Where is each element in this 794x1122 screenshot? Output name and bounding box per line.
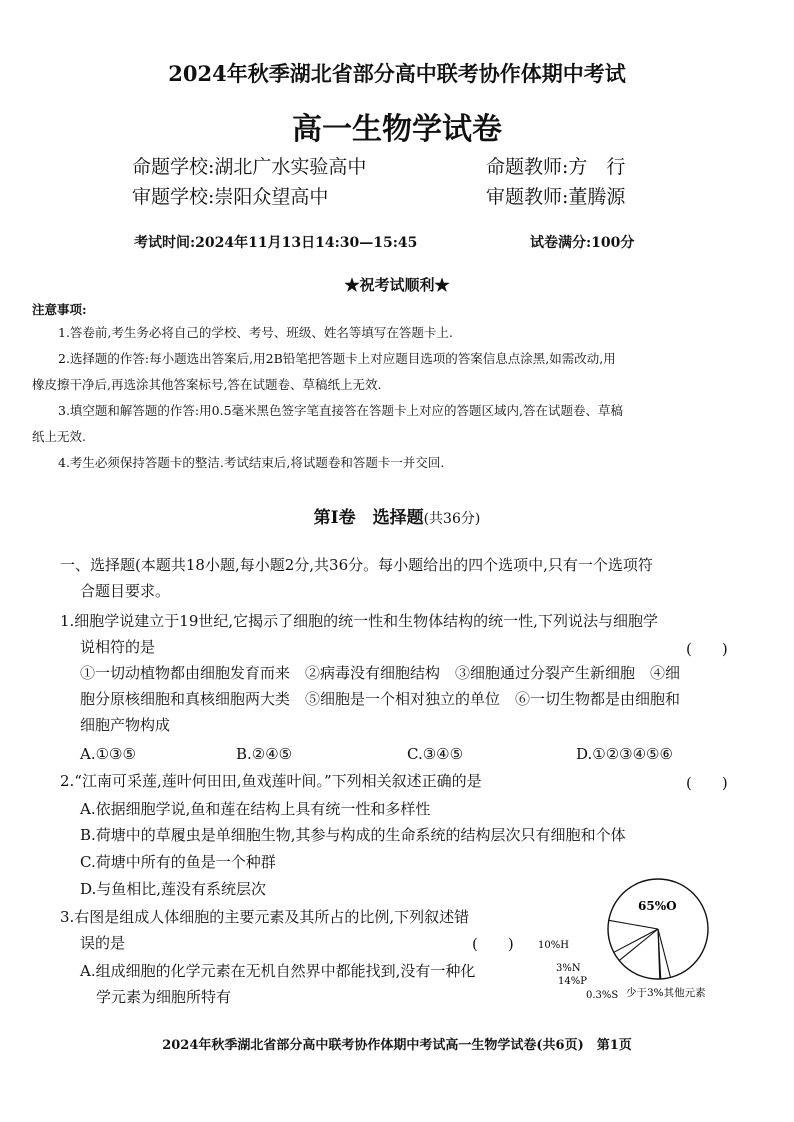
q1-option-d: D.①②③④⑤⑥ bbox=[576, 745, 673, 763]
q1-option-a: A.①③⑤ bbox=[80, 745, 136, 763]
q2-answer-paren: ( ) bbox=[686, 774, 728, 792]
notes-heading: 注意事项: bbox=[32, 302, 87, 317]
q3-stem-cont: 误的是 bbox=[80, 934, 126, 952]
q2-option-b: B.荷塘中的草履虫是单细胞生物,其参与构成的生命系统的结构层次只有细胞和个体 bbox=[80, 826, 626, 844]
q3-answer-paren: ( ) bbox=[472, 935, 514, 953]
q1-stem-cont: 说相符的是 bbox=[80, 638, 156, 656]
q2-stem: 2.“江南可采莲,莲叶何田田,鱼戏莲叶间。”下列相关叙述正确的是 bbox=[60, 772, 482, 790]
q2-option-a: A.依据细胞学说,鱼和莲在结构上具有统一性和多样性 bbox=[80, 800, 431, 818]
note-item: 1.答卷前,考生务必将自己的学校、考号、班级、姓名等填写在答题卡上. bbox=[58, 325, 453, 340]
full-score: 试卷满分:100分 bbox=[530, 235, 635, 251]
q3-stem: 3.右图是组成人体细胞的主要元素及其所占的比例,下列叙述错 bbox=[60, 908, 470, 926]
section-instructions: 一、选择题(本题共18小题,每小题2分,共36分。每小题给出的四个选项中,只有一个选项符 bbox=[60, 556, 653, 574]
q2-option-c: C.荷塘中所有的鱼是一个种群 bbox=[80, 853, 276, 871]
q1-items: ①一切动植物都由细胞发育而来 ②病毒没有细胞结构 ③细胞通过分裂产生新细胞 ④细 bbox=[80, 664, 681, 682]
q1-option-b: B.②④⑤ bbox=[236, 745, 293, 763]
pie-label-n: 3%N bbox=[556, 963, 581, 974]
section-points: (共36分) bbox=[423, 511, 481, 527]
q1-items-cont: 胞分原核细胞和真核细胞两大类 ⑤细胞是一个相对独立的单位 ⑥一切生物都是由细胞和 bbox=[80, 690, 681, 708]
note-item: 橡皮擦干净后,再选涂其他答案标号,答在试题卷、草稿纸上无效. bbox=[32, 377, 382, 392]
page-footer: 2024年秋季湖北省部分高中联考协作体期中考试高一生物学试卷(共6页) 第1页 bbox=[162, 1038, 632, 1053]
pie-label-s: 0.3%S bbox=[586, 990, 619, 1001]
exam-time: 考试时间:2024年11月13日14:30—15:45 bbox=[134, 235, 418, 251]
note-item: 3.填空题和解答题的作答:用0.5毫米黑色签字笔直接答在答题卡上对应的答题区域内,答在试题卷、草稿 bbox=[58, 403, 623, 418]
pie-label-h: 10%H bbox=[538, 940, 569, 951]
note-item: 2.选择题的作答:每小题选出答案后,用2B铅笔把答题卡上对应题目选项的答案信息点涂黑,如需改动,用 bbox=[58, 351, 616, 366]
exam-title: 2024年秋季湖北省部分高中联考协作体期中考试 bbox=[168, 61, 626, 86]
q1-answer-paren: ( ) bbox=[686, 640, 728, 658]
note-item: 纸上无效. bbox=[32, 429, 86, 444]
pie-slice-boundary-H bbox=[614, 929, 658, 952]
setter-school: 命题学校:湖北广水实验高中 bbox=[132, 156, 367, 178]
paper-subtitle: 高一生物学试卷 bbox=[292, 112, 502, 147]
blessing: ★祝考试顺利★ bbox=[344, 276, 450, 294]
reviewer-teacher: 审题教师:董腾源 bbox=[486, 186, 626, 208]
q3-option-a-cont: 学元素为细胞所特有 bbox=[96, 988, 232, 1006]
note-item: 4.考生必须保持答题卡的整洁.考试结束后,将试题卷和答题卡一并交回. bbox=[58, 455, 445, 470]
pie-slice-boundary-O bbox=[609, 920, 658, 929]
q2-option-d: D.与鱼相比,莲没有系统层次 bbox=[80, 880, 267, 898]
q1-option-c: C.③④⑤ bbox=[407, 745, 464, 763]
reviewer-school: 审题学校:崇阳众望高中 bbox=[132, 186, 329, 208]
section-title bbox=[0, 503, 794, 528]
section-name: 第Ⅰ卷 选择题 bbox=[313, 508, 424, 528]
element-pie-chart bbox=[528, 872, 758, 1004]
q1-items-cont: 细胞产物构成 bbox=[80, 716, 171, 734]
q3-option-a: A.组成细胞的化学元素在无机自然界中都能找到,没有一种化 bbox=[80, 962, 476, 980]
q1-stem: 1.细胞学说建立于19世纪,它揭示了细胞的统一性和生物体结构的统一性,下列说法与细胞学 bbox=[60, 612, 658, 630]
pie-slice-boundary-N bbox=[619, 929, 658, 961]
pie-label-o: 65%O bbox=[638, 899, 677, 913]
section-instructions-cont: 合题目要求。 bbox=[80, 582, 171, 600]
pie-label-p: 14%P bbox=[558, 976, 587, 987]
pie-label-other: 少于3%其他元素 bbox=[626, 987, 706, 999]
setter-teacher: 命题教师:方 行 bbox=[486, 156, 626, 178]
